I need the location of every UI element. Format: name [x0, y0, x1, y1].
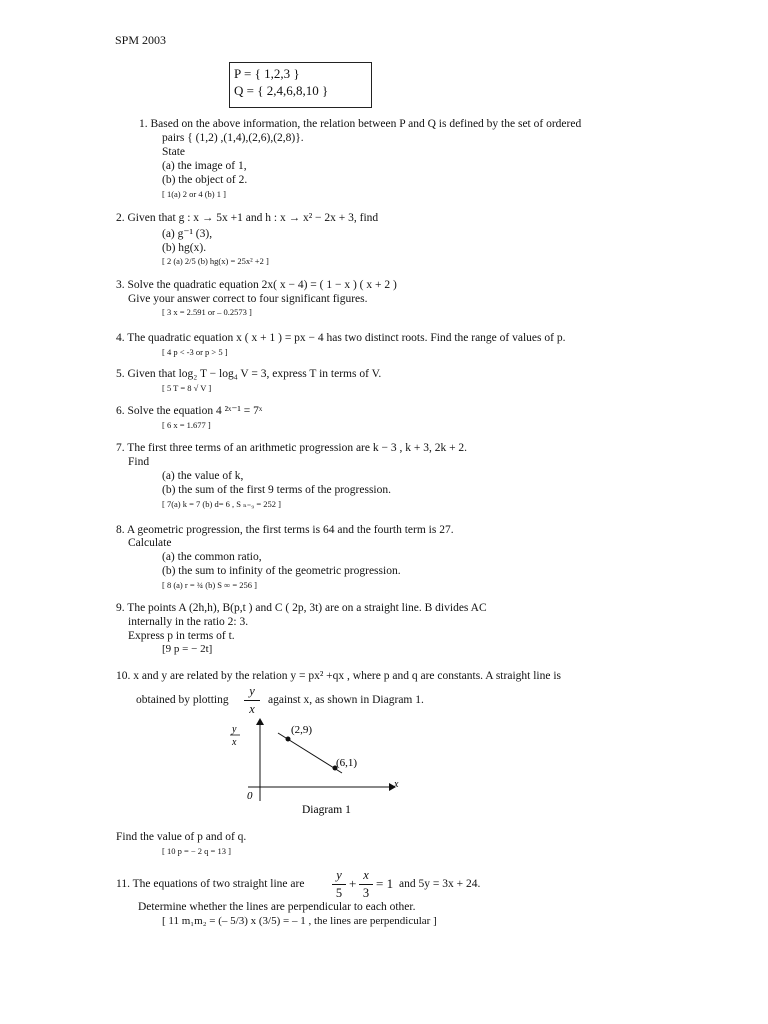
- q1-line-5: (b) the object of 2.: [162, 174, 248, 186]
- q2-answer: [ 2 (a) 2/5 (b) hg(x) = 25x² +2 ]: [162, 256, 269, 266]
- q5-answer: [ 5 T = 8 √ V ]: [162, 383, 212, 393]
- q10-line-3: against x, as shown in Diagram 1.: [268, 694, 424, 706]
- q9-line-3: Express p in terms of t.: [128, 630, 235, 642]
- q3-line-1: 3. Solve the quadratic equation 2x( x − 4) = ( 1 − x ) ( x + 2 ): [116, 279, 397, 291]
- y-axis-label-den: x: [232, 737, 237, 748]
- q3-line-2: Give your answer correct to four significant figures.: [128, 293, 368, 305]
- q1-line-4: (a) the image of 1,: [162, 160, 247, 172]
- q1-line-3: State: [162, 146, 185, 158]
- q1-answer: [ 1(a) 2 or 4 (b) 1 ]: [162, 189, 226, 199]
- q1-line-2: pairs { (1,2) ,(1,4),(2,6),(2,8)}.: [162, 132, 304, 144]
- set-p: P = { 1,2,3 }: [234, 66, 300, 81]
- q10-answer: [ 10 p = − 2 q = 13 ]: [162, 846, 231, 856]
- q2-line-1: 2. Given that g : x → 5x +1 and h : x → x² − 2x + 3, find: [116, 212, 379, 224]
- sets-box: [229, 62, 372, 108]
- point-a-label: (2,9): [291, 724, 313, 736]
- point-a: [286, 737, 291, 742]
- q9-line-1: 9. The points A (2h,h), B(p,t ) and C ( 2p, 3t) are on a straight line. B divides AC: [116, 602, 487, 614]
- q11-line-2: and 5y = 3x + 24.: [399, 878, 481, 890]
- q6-answer: [ 6 x = 1.677 ]: [162, 420, 211, 430]
- q7-line-4: (b) the sum of the first 9 terms of the progression.: [162, 484, 391, 496]
- q11-line-1: 11. The equations of two straight line are: [116, 878, 305, 890]
- q11-line-3: Determine whether the lines are perpendicular to each other.: [138, 901, 416, 913]
- point-b-label: (6,1): [336, 757, 358, 769]
- q9-line-2: internally in the ratio 2: 3.: [128, 616, 249, 628]
- set-q: Q = { 2,4,6,8,10 }: [234, 83, 329, 98]
- q10-line-2: obtained by plotting: [136, 694, 229, 706]
- q11-answer: [ 11 m₁m₂ = (– 5/3) x (3/5) = – 1 , the lines are perpendicular ]: [162, 915, 437, 927]
- q3-answer: [ 3 x = 2.591 or – 0.2573 ]: [162, 307, 252, 317]
- diagram-1: [220, 715, 410, 825]
- q2-line-3: (b) hg(x).: [162, 242, 207, 254]
- eq-fraction-a-numerator: y: [336, 868, 342, 882]
- q6-line-1: 6. Solve the equation 4 ²ˣ⁻¹ = 7ˣ: [116, 405, 263, 417]
- eq-fraction-b: [359, 868, 373, 901]
- origin-label: 0: [247, 790, 253, 802]
- q7-answer: [ 7(a) k = 7 (b) d= 6 , S ₙ₌₉ = 252 ]: [162, 499, 281, 509]
- q5-line-1: 5. Given that log₂ T − log₄ V = 3, express T in terms of V.: [116, 368, 382, 380]
- eq-fraction-a-denominator: 5: [335, 886, 343, 900]
- q4-line-1: 4. The quadratic equation x ( x + 1 ) = px − 4 has two distinct roots. Find the range of values of p.: [116, 332, 566, 344]
- eq-plus: +: [349, 876, 357, 891]
- q7-line-1: 7. The first three terms of an arithmetic progression are k − 3 , k + 3, 2k + 2.: [116, 442, 468, 454]
- q7-line-3: (a) the value of k,: [162, 470, 244, 482]
- q8-answer: [ 8 (a) r = ¾ (b) S ∞ = 256 ]: [162, 580, 257, 590]
- plot-fraction-numerator: y: [249, 684, 255, 698]
- q8-line-2: Calculate: [128, 537, 172, 549]
- eq-equals: = 1: [376, 876, 394, 891]
- plot-fraction-denominator: x: [249, 702, 255, 716]
- y-axis-label-num: y: [232, 724, 237, 735]
- q10-line-1: 10. x and y are related by the relation y = px² +qx , where p and q are constants. A straight line is: [116, 670, 561, 682]
- q2-line-2: (a) g⁻¹ (3),: [162, 228, 213, 240]
- q4-answer: [ 4 p < -3 or p > 5 ]: [162, 347, 228, 357]
- page-header: SPM 2003: [115, 33, 167, 47]
- eq-fraction-b-numerator: x: [363, 868, 369, 882]
- eq-fraction-b-denominator: 3: [362, 886, 370, 900]
- q8-line-3: (a) the common ratio,: [162, 551, 262, 563]
- y-axis-arrow: [256, 718, 264, 725]
- q9-answer: [9 p = − 2t]: [162, 643, 213, 655]
- q10-line-4: Find the value of p and of q.: [116, 831, 247, 843]
- q7-line-2: Find: [128, 456, 150, 468]
- x-axis-label: x: [394, 779, 399, 790]
- plot-fraction: [244, 684, 260, 717]
- diagram-caption: Diagram 1: [302, 804, 351, 816]
- eq-fraction-a: [332, 868, 346, 901]
- q8-line-1: 8. A geometric progression, the first terms is 64 and the fourth term is 27.: [116, 524, 454, 536]
- q8-line-4: (b) the sum to infinity of the geometric progression.: [162, 565, 401, 577]
- q1-line-1: 1. Based on the above information, the relation between P and Q is defined by the set of ordered: [139, 118, 582, 130]
